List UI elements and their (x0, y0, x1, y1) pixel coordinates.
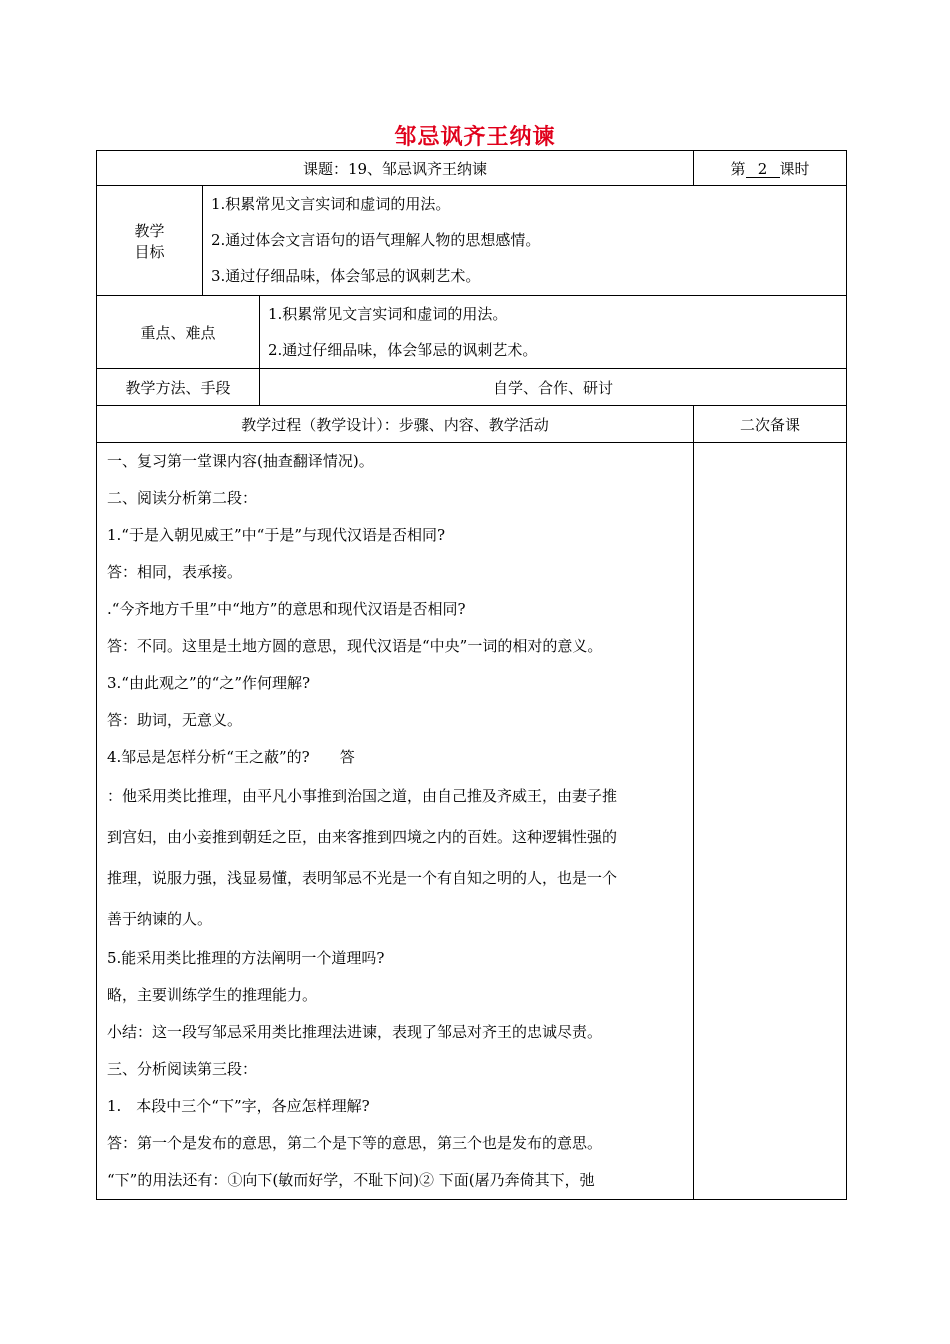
process-line: 3.“由此观之”的“之”作何理解? (107, 674, 311, 692)
topic-text: 课题：19、邹忌讽齐王纳谏 (302, 159, 488, 178)
goal-item: 1.积累常见文言实词和虚词的用法。 (211, 195, 451, 213)
process-header: 教学过程（教学设计）：步骤、内容、教学活动 (241, 415, 549, 434)
period-suffix: 课时 (779, 159, 810, 178)
process-header-cell (97, 406, 694, 443)
process-line: .“今齐地方千里”中“地方”的意思和现代汉语是否相同? (107, 600, 466, 618)
process-line: 4.邹忌是怎样分析“王之蔽”的? 答 (107, 748, 355, 766)
methods-label: 教学方法、手段 (125, 378, 231, 397)
goal-item: 2.通过体会文言语句的语气理解人物的思想感情。 (211, 231, 541, 249)
keypoint-item: 1.积累常见文言实词和虚词的用法。 (268, 305, 508, 323)
side-header: 二次备课 (740, 415, 801, 434)
period-number: 2 (746, 161, 780, 178)
process-line: 略，主要训练学生的推理能力。 (107, 986, 318, 1004)
process-line: 答：第一个是发布的意思，第二个是下等的意思，第三个也是发布的意思。 (107, 1134, 603, 1152)
goals-label-line2: 目标 (134, 242, 165, 261)
process-header-row (97, 406, 847, 443)
document-title: 邹忌讽齐王纳谏 (394, 125, 556, 150)
process-body-cell (97, 443, 694, 1200)
topic-cell (97, 151, 694, 186)
keypoints-label-cell (97, 296, 260, 369)
goals-label-line1: 教学 (134, 221, 165, 240)
topic-row (97, 151, 847, 186)
process-line: 到宫妇，由小妾推到朝廷之臣，由来客推到四境之内的百姓。这种逻辑性强的 (107, 828, 618, 846)
process-line: 5.能采用类比推理的方法阐明一个道理吗? (107, 949, 385, 967)
process-line: ：他采用类比推理，由平凡小事推到治国之道，由自己推及齐威王，由妻子推 (107, 787, 618, 805)
keypoint-item: 2.通过仔细品味，体会邹忌的讽刺艺术。 (268, 341, 538, 359)
process-line: 1.“于是入朝见威王”中“于是”与现代汉语是否相同? (107, 526, 446, 544)
process-line: 答：相同，表承接。 (107, 563, 243, 581)
process-line: 一、复习第一堂课内容(抽查翻译情况)。 (107, 452, 374, 470)
keypoints-row (97, 296, 847, 369)
keypoints-label: 重点、难点 (140, 323, 216, 342)
goals-content-cell (203, 186, 847, 296)
keypoints-content-cell (260, 296, 847, 369)
goal-item: 3.通过仔细品味，体会邹忌的讽刺艺术。 (211, 267, 481, 285)
process-line: 答：不同。这里是土地方圆的意思，现代汉语是“中央”一词的相对的意义。 (107, 637, 603, 655)
methods-row (97, 369, 847, 406)
process-line: 1. 本段中三个“下”字，各应怎样理解? (107, 1097, 370, 1115)
process-line: 二、阅读分析第二段： (107, 489, 258, 507)
methods-label-cell (97, 369, 260, 406)
lesson-plan-table (96, 150, 847, 1200)
methods-value-cell (260, 369, 847, 406)
methods-value: 自学、合作、研讨 (493, 378, 614, 397)
period-cell (694, 151, 847, 186)
process-line: “下”的用法还有：①向下(敏而好学，不耻下问)② 下面(屠乃奔倚其下，弛 (107, 1171, 595, 1189)
process-line: 三、分析阅读第三段： (107, 1060, 258, 1078)
side-notes-cell (694, 443, 847, 1200)
period-prefix: 第 (730, 159, 746, 178)
side-header-cell (694, 406, 847, 443)
process-line: 小结：这一段写邹忌采用类比推理法进谏，表现了邹忌对齐王的忠诚尽责。 (107, 1023, 603, 1041)
goals-row (97, 186, 847, 296)
process-line: 推理，说服力强，浅显易懂，表明邹忌不光是一个有自知之明的人，也是一个 (107, 869, 618, 887)
process-line: 答：助词，无意义。 (107, 711, 243, 729)
goals-label-cell (97, 186, 203, 296)
process-line: 善于纳谏的人。 (107, 910, 213, 928)
process-body-row (97, 443, 847, 1200)
